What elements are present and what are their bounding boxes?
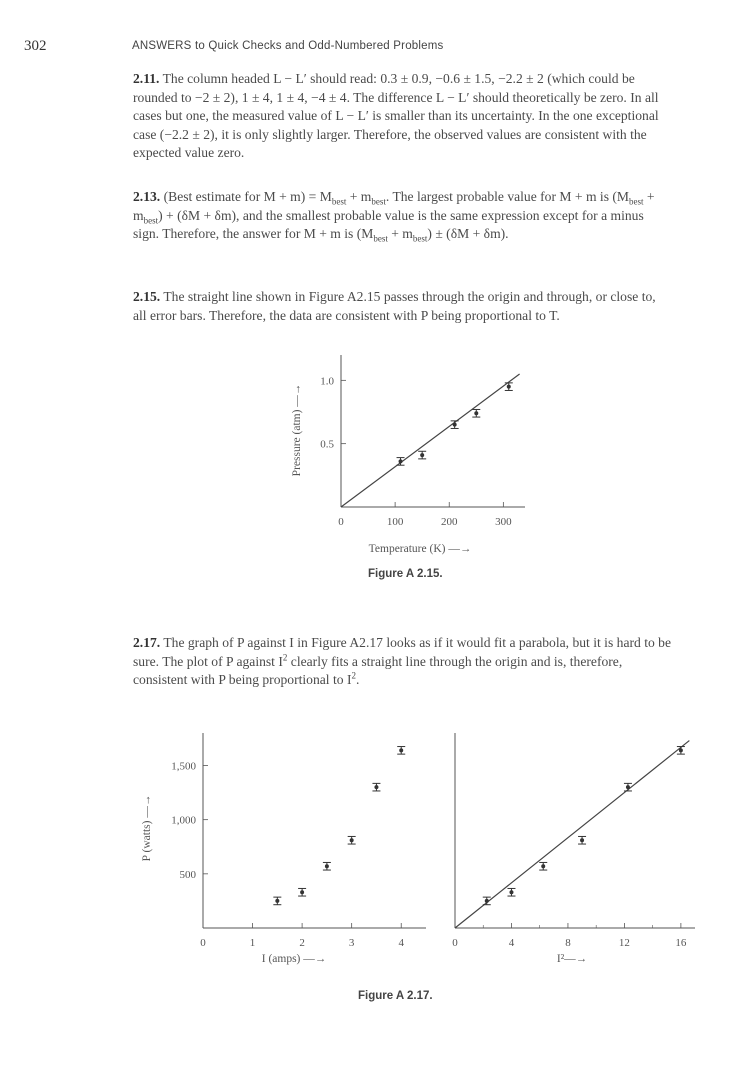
- problem-text: The straight line shown in Figure A2.15 passes through the origin and through, or close to, all error bars. Therefore, the data are consistent with P being proportional to T.: [133, 289, 656, 323]
- problem-text: + m: [133, 189, 655, 223]
- point-marker: [679, 748, 683, 752]
- x-axis-label: I²—→: [556, 953, 588, 965]
- data-point: [507, 888, 515, 896]
- data-point: [539, 862, 547, 870]
- data-point: [273, 897, 281, 905]
- problem-text: .: [355, 672, 360, 687]
- superscript: 2: [351, 670, 356, 681]
- x-axis-label: I (amps) —→: [261, 953, 327, 965]
- point-marker: [399, 459, 403, 463]
- data-point: [397, 747, 405, 755]
- subscript: best: [371, 196, 386, 207]
- fit-line: [341, 374, 520, 507]
- fit-line: [455, 741, 689, 928]
- x-tick-label: 0: [200, 937, 206, 949]
- figure-2-15-caption: Figure A 2.15.: [368, 568, 443, 580]
- point-marker: [399, 748, 403, 752]
- data-point: [472, 409, 480, 417]
- problem-text: The graph of P against I in Figure A2.17 looks as if it would fit a parabola, but it is hard to be sure. The plot of P against I: [133, 635, 672, 669]
- x-tick-label: 0: [452, 937, 458, 949]
- problem-number: 2.15.: [133, 289, 161, 304]
- problem-2-15: [133, 288, 663, 325]
- data-point: [298, 888, 306, 896]
- problem-number: 2.17.: [133, 635, 161, 650]
- problem-number: 2.11.: [133, 71, 160, 86]
- point-marker: [350, 838, 354, 842]
- problem-2-17: [133, 634, 678, 690]
- problem-text: ) ± (δM + δm).: [427, 226, 509, 241]
- x-axis-label: Temperature (K) —→: [368, 543, 472, 555]
- point-marker: [275, 899, 279, 903]
- y-tick-label: 1,500: [171, 760, 196, 773]
- y-tick-label: 500: [179, 868, 196, 881]
- point-marker: [420, 453, 424, 457]
- page-number: 302: [24, 38, 47, 54]
- y-tick-label: 1,000: [171, 814, 196, 827]
- point-marker: [507, 385, 511, 389]
- data-point: [348, 836, 356, 844]
- running-title: ANSWERS to Quick Checks and Odd-Numbered Problems: [132, 40, 444, 52]
- problem-text: ) + (δM + δm), and the smallest probable value is the same expression except for a minus sign. Therefore, the answer for M + m is (M: [133, 207, 644, 241]
- x-tick-label: 200: [440, 516, 458, 528]
- problem-number: 2.13.: [133, 189, 161, 204]
- x-tick-label: 1: [249, 937, 256, 949]
- y-tick-label: 1.0: [320, 375, 334, 388]
- problem-2-11: [133, 70, 663, 163]
- subscript: best: [629, 196, 644, 207]
- figure-2-15: [250, 350, 540, 565]
- point-marker: [541, 864, 545, 868]
- data-point: [323, 862, 331, 870]
- subscript: best: [143, 215, 159, 226]
- data-point: [418, 451, 426, 459]
- point-marker: [300, 890, 304, 894]
- problem-text: (Best estimate for M + m) = M: [163, 189, 332, 204]
- figure-2-17-caption: Figure A 2.17.: [358, 990, 433, 1002]
- data-point: [372, 783, 380, 791]
- x-tick-label: 4: [398, 937, 404, 949]
- point-marker: [374, 785, 378, 789]
- subscript: best: [331, 196, 347, 207]
- problem-text: The column headed L − L′ should read: 0.3 ± 0.9, −0.6 ± 1.5, −2.2 ± 2 (which could be rounded to −2 ± 2), 1 ± 4, 1 ± 4, −4 ± 4. The difference L − L′ should theoretically be zero. In all cases but one, the measured value of L − L′ is smaller than its uncertainty. In the one exceptional case (−2.2 ± 2), it is only slightly larger. Therefore, the observed values are consistent with the expected value zero.: [133, 71, 659, 160]
- x-tick-label: 8: [565, 937, 571, 949]
- x-tick-label: 4: [508, 937, 515, 949]
- x-tick-label: 2: [299, 937, 305, 949]
- x-tick-label: 100: [386, 516, 404, 528]
- problem-text: clearly fits a straight line through the origin and is, therefore, consistent with P being proportional to I: [133, 653, 623, 687]
- problem-2-13: [133, 188, 663, 244]
- y-axis-label: Pressure (atm) —→: [291, 383, 303, 477]
- x-tick-label: 16: [675, 937, 687, 949]
- problem-text: + m: [387, 226, 413, 241]
- point-marker: [580, 838, 584, 842]
- subscript: best: [373, 233, 388, 244]
- data-point: [578, 836, 586, 844]
- point-marker: [325, 864, 329, 868]
- x-tick-label: 300: [495, 516, 512, 528]
- superscript: 2: [282, 651, 288, 662]
- x-tick-label: 12: [618, 937, 630, 949]
- point-marker: [485, 899, 489, 903]
- point-marker: [453, 423, 457, 427]
- y-tick-label: 0.5: [320, 438, 334, 451]
- x-tick-label: 3: [348, 937, 355, 949]
- point-marker: [509, 890, 513, 894]
- page-header: [24, 38, 704, 58]
- x-tick-label: 0: [338, 516, 344, 528]
- figure-2-17: [120, 728, 700, 983]
- point-marker: [474, 411, 478, 415]
- point-marker: [626, 785, 630, 789]
- problem-text: . The largest probable value for M + m is (M: [385, 189, 630, 204]
- problem-text: + m: [346, 189, 372, 204]
- subscript: best: [412, 233, 428, 244]
- y-axis-label: P (watts) —→: [141, 794, 153, 862]
